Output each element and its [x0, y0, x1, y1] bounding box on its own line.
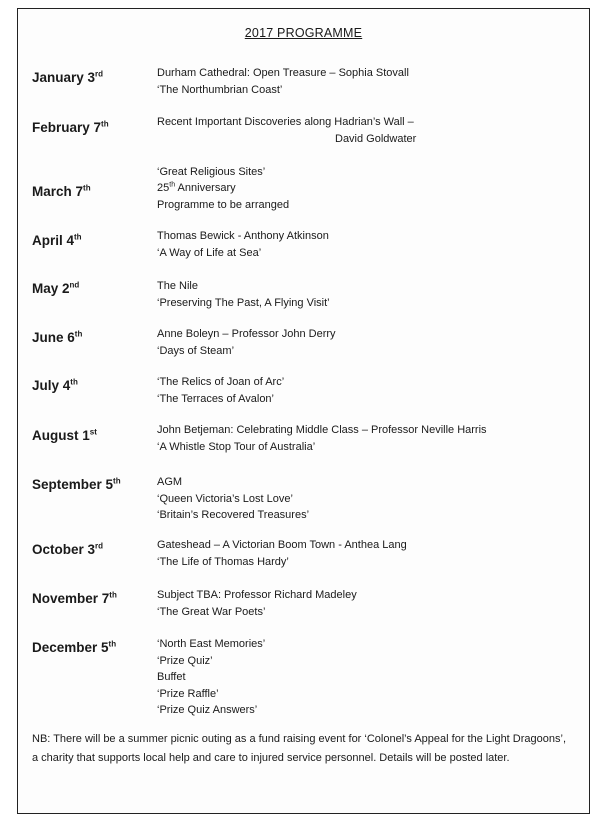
entry-line: David Goldwater: [335, 132, 417, 145]
entry-line: ‘The Relics of Joan of Arc’: [157, 376, 285, 388]
entry-line: AGM: [157, 476, 183, 488]
entry-february: [157, 114, 416, 181]
month-december: December 5th: [32, 639, 117, 655]
entry-line: ‘A Way of Life at Sea’: [157, 246, 262, 259]
entry-line: ‘Prize Quiz Answers’: [157, 704, 258, 716]
month-november: November 7th: [32, 590, 117, 606]
entry-line: ‘Days of Steam’: [157, 344, 235, 357]
entry-line: ‘The Terraces of Avalon’: [157, 392, 274, 405]
entry-july: [157, 374, 284, 407]
entry-june: [157, 326, 336, 359]
entry-line: ‘The Northumbrian Coast’: [157, 83, 283, 96]
entry-line: ‘The Life of Thomas Hardy’: [157, 555, 289, 568]
month-june: June 6th: [32, 329, 83, 345]
month-august: August 1st: [32, 427, 97, 443]
entry-line: Gateshead – A Victorian Boom Town - Anthea Lang: [157, 539, 407, 551]
entry-line: Programme to be arranged: [157, 198, 290, 211]
entry-line: ‘North East Memories’: [157, 638, 266, 650]
programme-page: [17, 8, 590, 814]
entry-line: John Betjeman: Celebrating Middle Class – Professor Neville Harris: [157, 424, 487, 436]
entry-line: ‘Britain’s Recovered Treasures’: [157, 509, 310, 521]
month-march: March 7th: [32, 183, 91, 199]
entry-september: [157, 474, 309, 524]
entry-line: ‘Prize Quiz’: [157, 654, 213, 667]
month-january: January 3rd: [32, 69, 104, 85]
entry-line: The Nile: [157, 280, 198, 292]
entry-march: [157, 180, 289, 213]
entry-line: Recent Important Discoveries along Hadrian’s Wall –: [157, 116, 414, 128]
month-february: February 7th: [32, 119, 109, 135]
month-october: October 3rd: [32, 541, 104, 557]
entry-line: ‘Queen Victoria’s Lost Love’: [157, 492, 293, 505]
entry-line: ‘Preserving The Past, A Flying Visit’: [157, 296, 330, 309]
footer-note: NB: There will be a summer picnic outing as a fund raising event for ‘Colonel’s Appeal for the Light Dragoons’, a charity that supports local help and care to injured service personnel. Details will be posted later.: [32, 733, 566, 764]
entry-january: [157, 65, 409, 98]
entry-may: [157, 278, 330, 311]
entry-line: ‘The Great War Poets’: [157, 605, 266, 618]
entry-line: ‘A Whistle Stop Tour of Australia’: [157, 440, 316, 453]
entry-august: [157, 422, 487, 455]
month-july: July 4th: [32, 377, 78, 393]
month-may: May 2nd: [32, 280, 80, 296]
entry-line: ‘Prize Raffle’: [157, 687, 219, 700]
entry-december: [157, 636, 265, 719]
entry-line: ‘Great Religious Sites’: [157, 166, 266, 178]
entry-line: Subject TBA: Professor Richard Madeley: [157, 589, 357, 601]
entry-line: 25th Anniversary: [157, 181, 236, 194]
page-title: 2017 PROGRAMME: [244, 26, 363, 40]
entry-april: [157, 228, 329, 261]
entry-october: [157, 537, 407, 570]
entry-november: [157, 587, 357, 620]
month-september: September 5th: [32, 476, 121, 492]
month-april: April 4th: [32, 232, 82, 248]
entry-line: Thomas Bewick - Anthony Atkinson: [157, 230, 329, 242]
entry-line: Durham Cathedral: Open Treasure – Sophia Stovall: [157, 67, 409, 79]
entry-line: Anne Boleyn – Professor John Derry: [157, 328, 336, 340]
entry-line: Buffet: [157, 671, 186, 683]
